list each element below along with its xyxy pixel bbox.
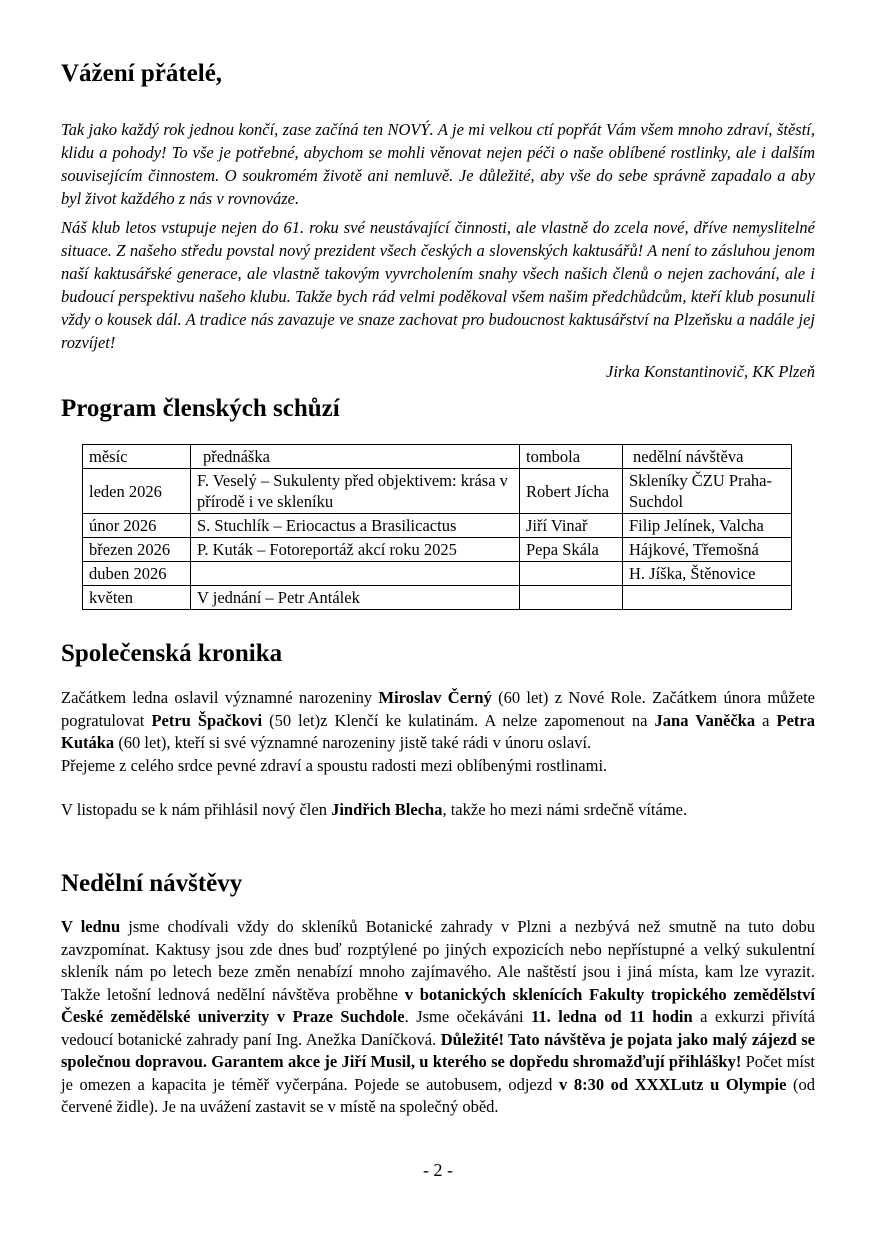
kronika-paragraph-1: Začátkem ledna oslavil významné narozeniny Miroslav Černý (60 let) z Nové Role. Začátkem února můžete pogratulovat Petru Špačkovi (50 let)z Klenčí ke kulatinám. A nelze zapomenout na Jana Vaněčka a Petra Kutáka (60 let), kteří si své významné narozeniny jistě také rádi v únoru oslaví. bbox=[61, 688, 815, 752]
cell-visit: Skleníky ČZU Praha-Suchdol bbox=[623, 469, 792, 514]
header-lecture: přednáška bbox=[191, 445, 520, 469]
intro-letter bbox=[61, 118, 815, 383]
program-heading: Program členských schůzí bbox=[61, 395, 340, 422]
table-row bbox=[83, 469, 792, 514]
cell-visit: Hájkové, Třemošná bbox=[623, 538, 792, 562]
navstevy-paragraph: V lednu jsme chodívali vždy do skleníků Botanické zahrady v Plzni a nezbývá než smutně na tuto dobu zavzpomínat. Kaktusy jsou zde dnes buď rozptýlené po jiných expozicích nebo nepřístupné a velký sukulentní skleník nám po letech beze změn nenabízí mnoho zajímavého. Ale naštěstí jsou i jiná místa, kam lze vyrazit. Takže letošní lednová nedělní návštěva proběhne v botanických sklenících Fakulty tropického zemědělství České zemědělské univerzity v Praze Suchdole. Jsme očekáváni 11. ledna od 11 hodin a exkurzi přivítá vedoucí botanické zahrady paní Ing. Anežka Daníčková. Důležité! Tato návštěva je pojata jako malý zájezd se společnou dopravou. Garantem akce je Jiří Musil, u kterého se dopředu shromažďují přihlášky! Počet míst je omezen a kapacita je téměř vyčerpána. Pojede se autobusem, odjezd v 8:30 od XXXLutz u Olympie (od červené židle). Je na uvážení zastavit se v místě na společný oběd. bbox=[61, 917, 816, 1116]
table-row bbox=[83, 586, 792, 610]
person-name: Miroslav Černý bbox=[378, 688, 492, 707]
cell-lecture: F. Veselý – Sukulenty před objektivem: krása v přírodě i ve skleníku bbox=[191, 469, 520, 514]
person-name: Petru Špačkovi bbox=[151, 710, 263, 730]
cell-month: únor 2026 bbox=[83, 514, 191, 538]
table-row bbox=[83, 514, 792, 538]
cell-visit: Filip Jelínek, Valcha bbox=[623, 514, 792, 538]
kronika-paragraph-3: V listopadu se k nám přihlásil nový člen Jindřich Blecha, takže ho mezi námi srdečně vítáme. bbox=[61, 800, 688, 819]
cell-lecture bbox=[191, 562, 520, 586]
navstevy-text bbox=[61, 916, 815, 1119]
cell-tombola: Jiří Vinař bbox=[520, 514, 623, 538]
kronika-heading: Společenská kronika bbox=[61, 640, 283, 667]
cell-tombola bbox=[520, 562, 623, 586]
header-visit: nedělní návštěva bbox=[623, 445, 792, 469]
cell-visit bbox=[623, 586, 792, 610]
program-table bbox=[82, 444, 792, 610]
intro-paragraph-1: Tak jako každý rok jednou končí, zase začíná ten NOVÝ. A je mi velkou ctí popřát Vám všem mnoho zdraví, štěstí, klidu a pohody! To vše je potřebné, abychom se mohli věnovat nejen péči o naše oblíbené rostlinky, ale i dalším souvisejícím činnostem. O soukromém životě ani nemluvě. Je důležité, aby vše do sebe správně zapadalo a aby byl život každého z nás v rovnováze. bbox=[61, 120, 815, 208]
greeting-heading: Vážení přátelé, bbox=[61, 60, 223, 87]
header-month: měsíc bbox=[83, 445, 191, 469]
cell-tombola: Robert Jícha bbox=[520, 469, 623, 514]
table-row bbox=[83, 538, 792, 562]
table-header-row bbox=[83, 445, 792, 469]
cell-month: březen 2026 bbox=[83, 538, 191, 562]
person-name: Petra Kutáka bbox=[61, 710, 815, 752]
cell-lecture: V jednání – Petr Antálek bbox=[191, 586, 520, 610]
intro-paragraph-2: Náš klub letos vstupuje nejen do 61. roku své neustávající činnosti, ale vlastně do zcela nové, dříve nemyslitelné situace. Z našeho středu povstal nový prezident všech českých a slovenských kaktusářů! A není to zásluhou jenom naší kaktusářské generace, ale vlastně takovým vyvrcholením snahy všech našich členů o nejen zachování, ale i budoucí perspektivu našeho klubu. Takže bych rád velmi poděkoval všem našim předchůdcům, kteří klub posunuli vždy o kousek dál. A tradice nás zavazuje ve snaze zachovat pro budoucnost kaktusářství na Plzeňsku a nadále jej rozvíjet! bbox=[61, 218, 815, 352]
header-tombola: tombola bbox=[520, 445, 623, 469]
cell-lecture: S. Stuchlík – Eriocactus a Brasilicactus bbox=[191, 514, 520, 538]
navstevy-heading: Nedělní návštěvy bbox=[61, 870, 243, 897]
signature: Jirka Konstantinovič, KK Plzeň bbox=[606, 362, 815, 381]
page-number: - 2 - bbox=[423, 1160, 453, 1180]
person-name: Jindřich Blecha bbox=[331, 800, 443, 819]
cell-tombola bbox=[520, 586, 623, 610]
cell-lecture: P. Kuták – Fotoreportáž akcí roku 2025 bbox=[191, 538, 520, 562]
cell-visit: H. Jíška, Štěnovice bbox=[623, 562, 792, 586]
cell-month: duben 2026 bbox=[83, 562, 191, 586]
cell-tombola: Pepa Skála bbox=[520, 538, 623, 562]
cell-month: květen bbox=[83, 586, 191, 610]
kronika-text bbox=[61, 687, 815, 822]
table-row bbox=[83, 562, 792, 586]
kronika-paragraph-2: Přejeme z celého srdce pevné zdraví a spoustu radosti mezi oblíbenými rostlinami. bbox=[61, 755, 608, 775]
person-name: Jana Vaněčka bbox=[654, 710, 756, 730]
cell-month: leden 2026 bbox=[83, 469, 191, 514]
